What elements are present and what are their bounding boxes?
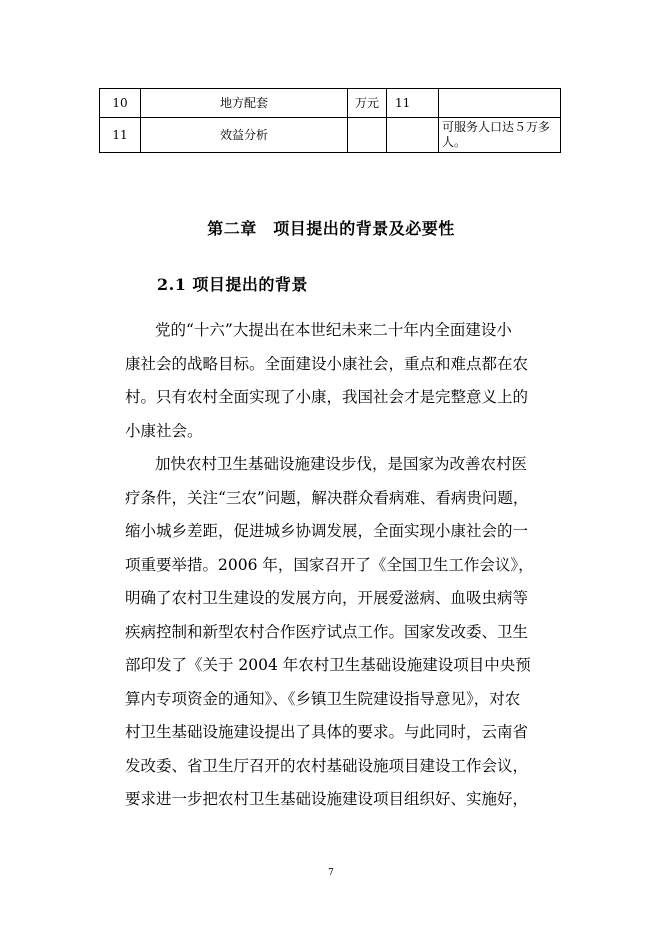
paragraph-line: 发改委、省卫生厅召开的农村基础设施项目建设工作会议， xyxy=(125,756,529,775)
paragraph-line: 疗条件，关注“三农”问题，解决群众看病难、看病贵问题， xyxy=(125,488,529,507)
paragraph-line: 项重要举措。2006 年，国家召开了《全国卫生工作会议》， xyxy=(125,555,534,574)
paragraph-line: 明确了农村卫生建设的发展方向，开展爱滋病、血吸虫病等 xyxy=(125,589,529,607)
paragraph-line: 村卫生基础设施建设提出了具体的要求。与此同时，云南省 xyxy=(125,723,529,741)
table-cell-name: 效益分析 xyxy=(141,118,348,153)
table-cell-unit xyxy=(348,118,387,153)
paragraph-line: 算内专项资金的通知》、《乡镇卫生院建设指导意见》，对农 xyxy=(125,689,521,708)
table-cell-qty xyxy=(387,118,439,153)
table-cell-num: 11 xyxy=(100,118,141,153)
page-number: 7 xyxy=(328,868,334,878)
paragraph-line: 部印发了《关于 2004 年农村卫生基础设施建设项目中央预 xyxy=(125,656,531,674)
table-cell-note: 可服务人口达５万多人。 xyxy=(439,118,561,153)
table-cell-num: 10 xyxy=(100,89,141,118)
table-cell-note xyxy=(439,89,561,118)
table-cell-unit: 万元 xyxy=(348,89,387,118)
section-title: 2.1 项目提出的背景 xyxy=(157,275,308,294)
table-row xyxy=(100,89,561,118)
paragraph-line: 加快农村卫生基础设施建设步伐，是国家为改善农村医 xyxy=(155,455,528,473)
paragraph-line: 小康社会。 xyxy=(125,421,203,440)
paragraph-1 xyxy=(125,314,559,448)
paragraph-line: 党的“十六”大提出在本世纪未来二十年内全面建设小 xyxy=(155,321,512,339)
chapter-title: 第二章 项目提出的背景及必要性 xyxy=(207,219,455,238)
paragraph-line: 疾病控制和新型农村合作医疗试点工作。国家发改委、卫生 xyxy=(125,622,529,641)
paragraph-line: 村。只有农村全面实现了小康，我国社会才是完整意义上的 xyxy=(125,388,529,406)
project-table xyxy=(99,88,561,153)
paragraph-line: 康社会的战略目标。全面建设小康社会，重点和难点都在农 xyxy=(125,354,529,373)
paragraph-line: 要求进一步把农村卫生基础设施建设项目组织好、实施好， xyxy=(125,790,529,808)
paragraph-2 xyxy=(125,448,559,817)
paragraph-line: 缩小城乡差距，促进城乡协调发展，全面实现小康社会的一 xyxy=(125,522,529,540)
table-cell-name: 地方配套 xyxy=(141,89,348,118)
table-cell-qty: 11 xyxy=(387,89,439,118)
table-row xyxy=(100,118,561,153)
